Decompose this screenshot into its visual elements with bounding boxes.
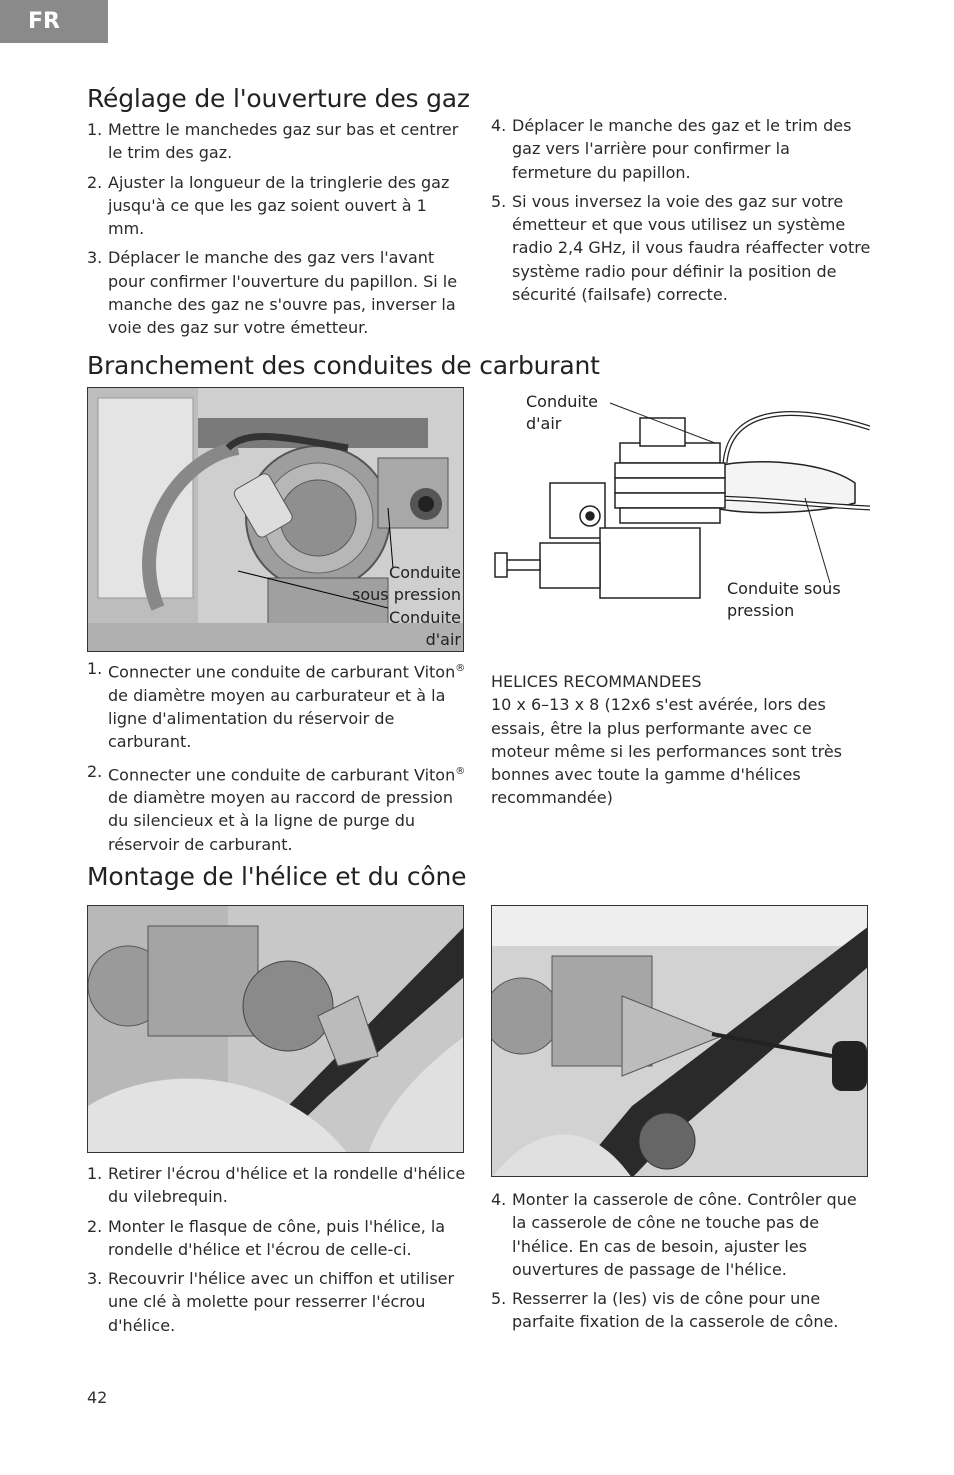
callout-text: Conduite sous pression xyxy=(352,563,461,604)
step-number: 1. xyxy=(87,659,103,678)
propeller-wrench-photo xyxy=(87,905,464,1153)
step-text: Déplacer le manche des gaz vers l'avant pour confirmer l'ouverture du papillon. Si le manche des gaz ne s'ouvre pas, inverser la voie des gaz sur votre émetteur. xyxy=(108,248,458,338)
diagram-callout-air-line xyxy=(526,391,598,435)
step-number: 5. xyxy=(491,191,507,211)
recommended-props-block xyxy=(491,670,863,810)
step-text: Si vous inversez la voie des gaz sur votre émetteur et que vous utilisez un système radio 2,4 GHz, il vous faudra réaffecter votre système radio pour définir la position de sécurité (failsafe) correcte. xyxy=(512,191,871,305)
step-text: Connecter une conduite de carburant Viton xyxy=(108,764,456,784)
list-item xyxy=(491,114,871,184)
photo-callout-air-line xyxy=(389,607,461,651)
step-number: 3. xyxy=(87,1269,103,1289)
throttle-steps-right xyxy=(491,114,871,312)
fuel-lines-diagram xyxy=(490,388,870,638)
section-title-throttle: Réglage de l'ouverture des gaz xyxy=(87,84,470,113)
registered-mark: ® xyxy=(455,663,466,674)
language-tab-label: FR xyxy=(28,9,60,34)
list-item xyxy=(87,1267,467,1337)
list-item xyxy=(87,1215,467,1262)
list-item xyxy=(491,1188,866,1281)
step-number: 1. xyxy=(87,1164,103,1183)
step-text: Monter le flasque de cône, puis l'hélice, la rondelle d'hélice et l'écrou de celle-ci. xyxy=(108,1216,446,1259)
fuel-line-steps xyxy=(87,657,467,862)
list-item xyxy=(87,760,467,857)
step-number: 2. xyxy=(87,1216,103,1236)
propeller-steps-left xyxy=(87,1162,467,1343)
section-title-fuel-lines: Branchement des conduites de carburant xyxy=(87,351,600,380)
list-item xyxy=(491,1287,866,1334)
registered-mark: ® xyxy=(455,765,466,777)
throttle-steps-left xyxy=(87,118,467,346)
step-number: 3. xyxy=(87,248,103,268)
list-item xyxy=(87,657,467,754)
list-item xyxy=(87,118,467,165)
step-number: 4. xyxy=(491,116,507,135)
step-text: Recouvrir l'hélice avec un chiffon et utiliser une clé à molette pour resserrer l'écrou d'hélice. xyxy=(108,1269,455,1335)
list-item xyxy=(491,190,871,306)
step-number: 1. xyxy=(87,120,103,139)
propeller-steps-right xyxy=(491,1188,866,1340)
recommended-props-text: 10 x 6–13 x 8 (12x6 s'est avérée, lors des essais, être la plus performante avec ce moteur même si les performances sont très bonnes avec toute la gamme d'hélices recommandée) xyxy=(491,695,843,808)
step-text: Ajuster la longueur de la tringlerie des gaz jusqu'à ce que les gaz soient ouvert à 1 mm. xyxy=(108,172,450,239)
step-number: 5. xyxy=(491,1289,507,1309)
callout-text: Conduite d'air xyxy=(389,608,461,649)
step-text: Resserrer la (les) vis de cône pour une parfaite fixation de la casserole de cône. xyxy=(512,1289,839,1332)
recommended-props-heading: HELICES RECOMMANDEES xyxy=(491,672,702,691)
photo-callout-pressure-line xyxy=(352,562,461,606)
step-text: de diamètre moyen au raccord de pression du silencieux et à la ligne de purge du réservoir de carburant. xyxy=(108,788,453,854)
step-number: 4. xyxy=(491,1190,507,1209)
step-text: Connecter une conduite de carburant Viton xyxy=(108,662,456,682)
list-item xyxy=(87,246,467,339)
step-number: 2. xyxy=(87,761,103,781)
spinner-screwdriver-photo xyxy=(491,905,868,1177)
spinner-screwdriver-illustration xyxy=(492,906,868,1177)
callout-text: Conduite d'air xyxy=(526,392,598,433)
language-tab xyxy=(0,0,108,43)
step-number: 2. xyxy=(87,172,103,192)
diagram-callout-pressure-line xyxy=(727,578,841,622)
propeller-wrench-illustration xyxy=(88,906,464,1153)
step-text: Mettre le manchedes gaz sur bas et centrer le trim des gaz. xyxy=(108,120,459,163)
engine-fuel-lines-photo xyxy=(87,387,464,652)
step-text: Monter la casserole de cône. Contrôler que la casserole de cône ne touche pas de l'hélice. En cas de besoin, ajuster les ouvertures de passage de l'hélice. xyxy=(512,1190,857,1279)
callout-text: Conduite sous pression xyxy=(727,579,841,620)
step-text: Déplacer le manche des gaz et le trim des gaz vers l'arrière pour confirmer la fermeture du papillon. xyxy=(512,116,852,182)
step-text: de diamètre moyen au carburateur et à la ligne d'alimentation du réservoir de carburant. xyxy=(108,685,446,752)
list-item xyxy=(87,171,467,241)
page-number: 42 xyxy=(87,1388,108,1407)
list-item xyxy=(87,1162,467,1209)
section-title-propeller: Montage de l'hélice et du cône xyxy=(87,862,467,891)
step-text: Retirer l'écrou d'hélice et la rondelle d'hélice du vilebrequin. xyxy=(108,1164,466,1207)
